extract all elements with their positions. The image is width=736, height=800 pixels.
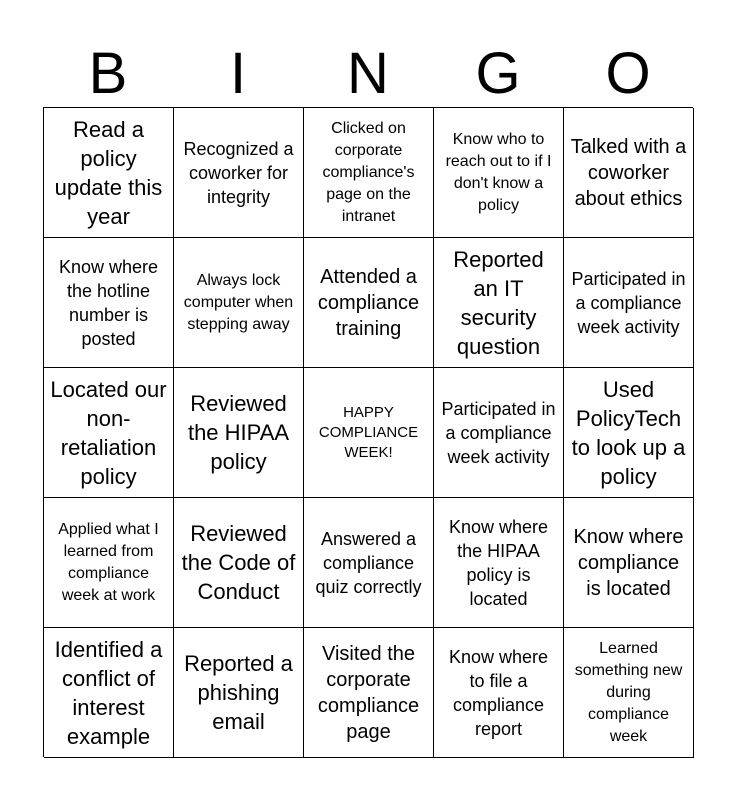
bingo-cell[interactable] xyxy=(174,108,304,238)
bingo-cell[interactable] xyxy=(434,238,564,368)
cell-text: Reviewed the Code of Conduct xyxy=(181,521,296,604)
bingo-cell[interactable] xyxy=(434,498,564,628)
cell-text: Reviewed the HIPAA policy xyxy=(187,391,290,474)
header-letter-i: I xyxy=(229,41,247,106)
cell-text: Recognized a coworker for integrity xyxy=(183,138,294,207)
bingo-cell[interactable] xyxy=(44,628,174,758)
bingo-cell[interactable] xyxy=(434,108,564,238)
cell-text: Know where to file a compliance report xyxy=(448,646,549,739)
cell-text: Talked with a coworker about ethics xyxy=(570,135,687,210)
cell-text: Identified a conflict of interest example xyxy=(54,636,163,749)
cell-text: Attended a compliance training xyxy=(317,265,420,340)
bingo-header xyxy=(43,42,693,106)
cell-text: Participated in a compliance week activity xyxy=(571,268,686,337)
bingo-cell[interactable] xyxy=(304,108,434,238)
bingo-cell[interactable] xyxy=(44,108,174,238)
bingo-cell[interactable] xyxy=(174,628,304,758)
cell-text: Read a policy update this year xyxy=(54,116,163,229)
bingo-cell[interactable] xyxy=(44,498,174,628)
cell-text: Always lock computer when stepping away xyxy=(183,271,294,333)
bingo-cell[interactable] xyxy=(564,238,694,368)
header-letter-n: N xyxy=(347,41,389,106)
cell-text: Know where compliance is located xyxy=(573,525,684,600)
bingo-cell[interactable] xyxy=(564,368,694,498)
free-cell-text: HAPPY COMPLIANCE WEEK! xyxy=(318,403,419,461)
bingo-cell[interactable] xyxy=(44,238,174,368)
bingo-cell[interactable] xyxy=(434,368,564,498)
cell-text: Applied what I learned from compliance week at work xyxy=(58,520,159,604)
bingo-cell[interactable] xyxy=(44,368,174,498)
cell-text: Participated in a compliance week activity xyxy=(441,398,556,467)
cell-text: Know where the HIPAA policy is located xyxy=(448,516,549,609)
cell-text: Know where the hotline number is posted xyxy=(58,256,159,349)
cell-text: Reported an IT security question xyxy=(453,246,544,359)
bingo-cell[interactable] xyxy=(304,498,434,628)
bingo-cell[interactable] xyxy=(174,238,304,368)
header-letter-o: O xyxy=(605,41,651,106)
bingo-cell[interactable] xyxy=(564,628,694,758)
bingo-free-cell[interactable] xyxy=(304,368,434,498)
bingo-cell[interactable] xyxy=(434,628,564,758)
cell-text: Visited the corporate compliance page xyxy=(317,642,420,743)
bingo-cell[interactable] xyxy=(304,628,434,758)
bingo-cell[interactable] xyxy=(304,238,434,368)
cell-text: Answered a compliance quiz correctly xyxy=(315,528,422,597)
bingo-cell[interactable] xyxy=(564,498,694,628)
bingo-cell[interactable] xyxy=(564,108,694,238)
cell-text: Used PolicyTech to look up a policy xyxy=(571,376,686,489)
bingo-board xyxy=(43,107,693,757)
header-letter-g: G xyxy=(475,41,521,106)
header-letter-b: B xyxy=(88,41,128,106)
cell-text: Learned something new during compliance week xyxy=(574,639,683,745)
cell-text: Located our non-retaliation policy xyxy=(50,376,167,489)
bingo-cell[interactable] xyxy=(174,498,304,628)
cell-text: Know who to reach out to if I don't know a policy xyxy=(445,130,552,214)
bingo-cell[interactable] xyxy=(174,368,304,498)
cell-text: Reported a phishing email xyxy=(184,651,293,734)
cell-text: Clicked on corporate compliance's page on the intranet xyxy=(322,119,415,225)
